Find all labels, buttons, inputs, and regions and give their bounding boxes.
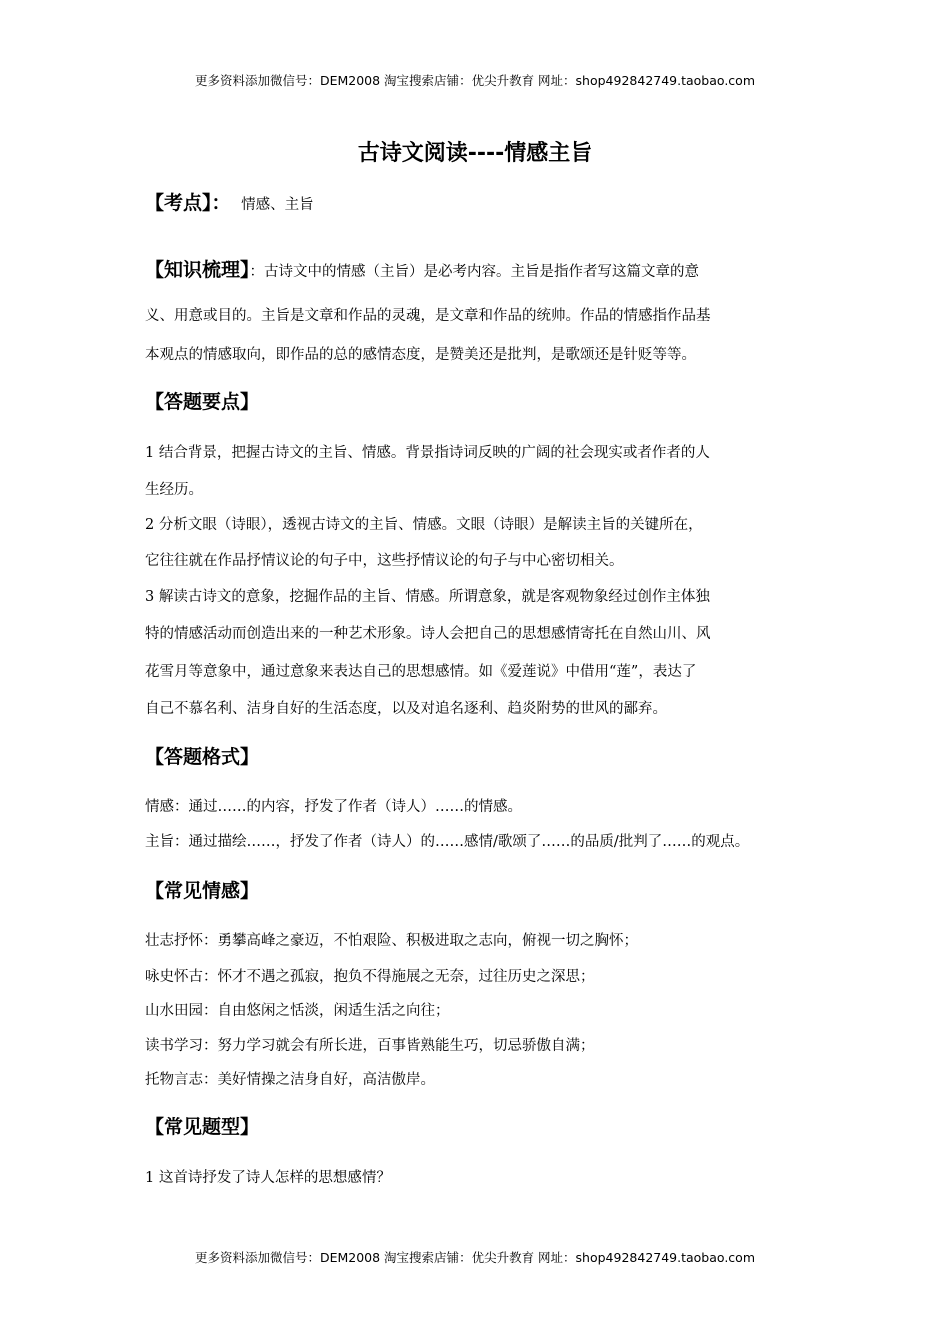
yaodian-line-4: 它往往就在作品抒情议论的句子中，这些抒情议论的句子与中心密切相关。	[145, 553, 624, 569]
qinggan-heading: 【常见情感】	[145, 880, 260, 902]
document-title: 古诗文阅读----情感主旨	[357, 141, 593, 166]
kaodian-text: 情感、主旨	[241, 197, 314, 213]
tixing-line-1: 1 这首诗抒发了诗人怎样的思想感情？	[145, 1170, 391, 1186]
qinggan-line-1: 壮志抒怀：勇攀高峰之豪迈，不怕艰险、积极进取之志向，俯视一切之胸怀；	[145, 933, 638, 949]
qinggan-line-2: 咏史怀古：怀才不遇之孤寂，抱负不得施展之无奈，过往历史之深思；	[145, 969, 595, 985]
yaodian-line-6: 特的情感活动而创造出来的一种艺术形象。诗人会把自己的思想感情寄托在自然山川、风	[145, 626, 711, 642]
section-kaodian	[145, 188, 314, 215]
zhishi-line-3: 本观点的情感取向，即作品的总的感情态度，是赞美还是批判，是歌颂还是针贬等等。	[145, 347, 696, 363]
yaodian-line-5: 3 解读古诗文的意象，挖掘作品的主旨、情感。所谓意象，就是客观物象经过创作主体独	[145, 589, 710, 605]
kaodian-heading: 【考点】：	[145, 192, 231, 214]
zhishi-line-2: 义、用意或目的。主旨是文章和作品的灵魂，是文章和作品的统帅。作品的情感指作品基	[145, 308, 711, 324]
yaodian-line-3: 2 分析文眼（诗眼），透视古诗文的主旨、情感。文眼（诗眼）是解读主旨的关键所在，	[145, 517, 703, 533]
qinggan-line-3: 山水田园：自由悠闲之恬淡，闲适生活之向往；	[145, 1003, 450, 1019]
yaodian-line-7: 花雪月等意象中，通过意象来表达自己的思想感情。如《爱莲说》中借用“莲”，表达了	[145, 664, 697, 680]
qinggan-line-5: 托物言志：美好情操之洁身自好，高洁傲岸。	[145, 1072, 435, 1088]
geshi-heading: 【答题格式】	[145, 746, 260, 768]
page-header: 更多资料添加微信号：DEM2008 淘宝搜索店铺：优尖升教育 网址：shop492842749.taobao.com	[194, 73, 756, 88]
zhishi-heading: 【知识梳理】	[145, 259, 250, 281]
yaodian-heading: 【答题要点】	[145, 391, 260, 413]
yaodian-line-2: 生经历。	[145, 482, 203, 498]
geshi-line-1: 情感：通过……的内容，抒发了作者（诗人）……的情感。	[145, 799, 522, 815]
yaodian-line-1: 1 结合背景，把握古诗文的主旨、情感。背景指诗词反映的广阔的社会现实或者作者的人	[145, 445, 710, 461]
section-zhishi	[145, 255, 699, 282]
geshi-line-2: 主旨：通过描绘……，抒发了作者（诗人）的……感情/歌颂了……的品质/批判了……的观点。	[145, 834, 750, 850]
page-footer: 更多资料添加微信号：DEM2008 淘宝搜索店铺：优尖升教育 网址：shop492842749.taobao.com	[194, 1250, 756, 1265]
tixing-heading: 【常见题型】	[145, 1116, 260, 1138]
qinggan-line-4: 读书学习：努力学习就会有所长进，百事皆熟能生巧，切忌骄傲自满；	[145, 1038, 595, 1054]
yaodian-line-8: 自己不慕名利、洁身自好的生活态度，以及对追名逐利、趋炎附势的世风的鄙弃。	[145, 701, 667, 717]
zhishi-line-1: ：古诗文中的情感（主旨）是必考内容。主旨是指作者写这篇文章的意	[249, 264, 700, 280]
